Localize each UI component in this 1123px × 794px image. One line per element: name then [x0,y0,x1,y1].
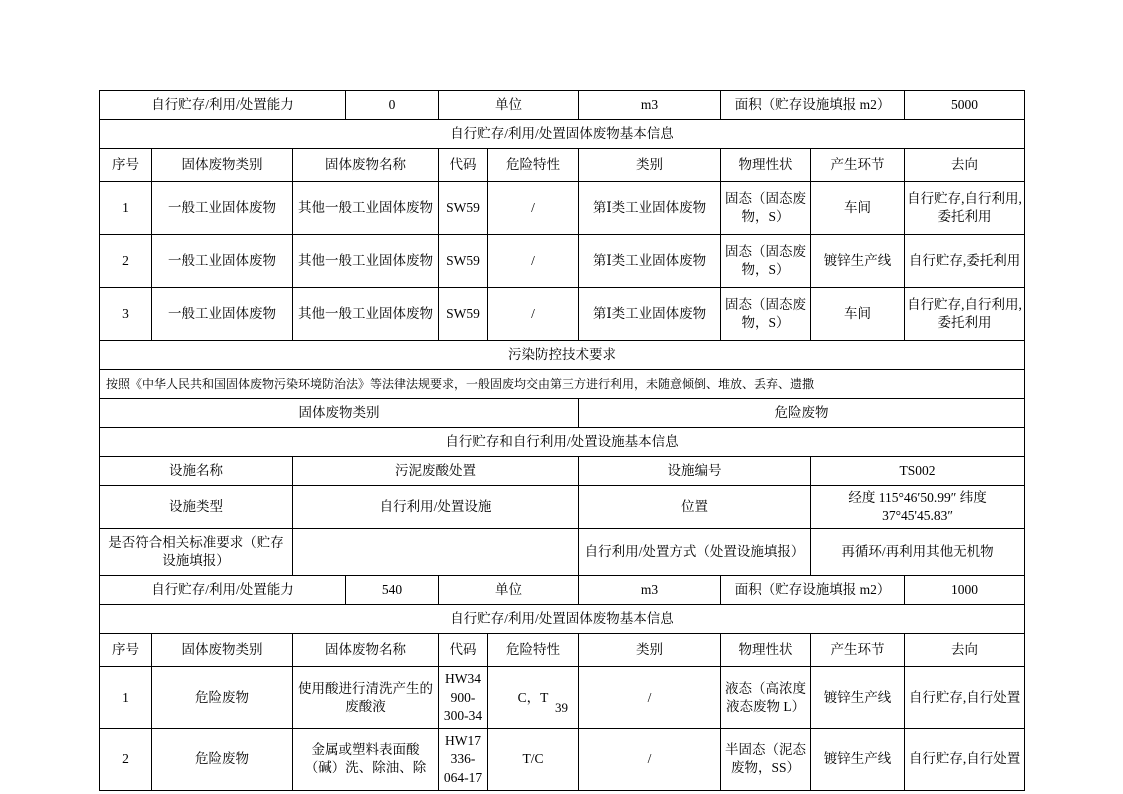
facility-type-row [100,486,1025,529]
location-value: 经度 115°46′50.99″ 纬度 37°45'45.83″ [811,486,1025,529]
cell-source: 镀锌生产线 [811,235,905,288]
cell-category: 危险废物 [152,729,293,791]
th-category-1: 固体废物类别 [152,149,293,182]
solid-waste-facility-table [99,90,1025,791]
tech-title: 污染防控技术要求 [100,341,1025,370]
facility-info-title-row [100,428,1025,457]
th-type-2: 类别 [579,634,721,667]
th-category-2: 固体废物类别 [152,634,293,667]
cell-type: / [579,729,721,791]
cell-source: 镀锌生产线 [811,667,905,729]
waste-type-row [100,399,1025,428]
standard-label: 是否符合相关标准要求（贮存设施填报） [100,529,293,576]
th-source-2: 产生环节 [811,634,905,667]
unit-value-2: m3 [579,576,721,605]
cell-name: 金属或塑料表面酸（碱）洗、除油、除 [293,729,439,791]
facility-code-label: 设施编号 [579,457,811,486]
th-physical-2: 物理性状 [721,634,811,667]
cell-physical: 固态（固态废物，S） [721,288,811,341]
cell-hazard: C，T [488,667,579,729]
cell-category: 一般工业固体废物 [152,182,293,235]
facility-type-label: 设施类型 [100,486,293,529]
table-row [100,235,1025,288]
table-row [100,729,1025,791]
cell-index: 2 [100,235,152,288]
th-name-1: 固体废物名称 [293,149,439,182]
cell-hazard: / [488,182,579,235]
tech-requirement-title-row [100,341,1025,370]
facility-info-title: 自行贮存和自行利用/处置设施基本信息 [100,428,1025,457]
cell-code: HW17 336-064-17 [439,729,488,791]
th-destination-1: 去向 [905,149,1025,182]
unit-label-2: 单位 [439,576,579,605]
cell-name: 其他一般工业固体废物 [293,288,439,341]
facility-name-row [100,457,1025,486]
cell-name: 其他一般工业固体废物 [293,182,439,235]
table-row [100,667,1025,729]
cell-code: SW59 [439,288,488,341]
unit-value-1: m3 [579,91,721,120]
location-label: 位置 [579,486,811,529]
cell-index: 2 [100,729,152,791]
th-type-1: 类别 [579,149,721,182]
tech-requirement-text-row [100,370,1025,399]
cell-index: 1 [100,667,152,729]
facility-name-value: 污泥废酸处置 [293,457,579,486]
cell-index: 3 [100,288,152,341]
cell-destination: 自行贮存,自行利用,委托利用 [905,288,1025,341]
method-value: 再循环/再利用其他无机物 [811,529,1025,576]
facility-type-value: 自行利用/处置设施 [293,486,579,529]
unit-label-1: 单位 [439,91,579,120]
th-index-2: 序号 [100,634,152,667]
area-label-1: 面积（贮存设施填报 m2） [721,91,905,120]
facility-code-value: TS002 [811,457,1025,486]
cell-physical: 固态（固态废物，S） [721,235,811,288]
cell-destination: 自行贮存,自行处置 [905,667,1025,729]
standard-compliance-row [100,529,1025,576]
cell-hazard: / [488,235,579,288]
facility-name-label: 设施名称 [100,457,293,486]
cell-type: 第Ⅰ类工业固体废物 [579,235,721,288]
basic-info-title-1: 自行贮存/利用/处置固体废物基本信息 [100,120,1025,149]
standard-value [293,529,579,576]
area-value-2: 1000 [905,576,1025,605]
table-row [100,288,1025,341]
cell-code: SW59 [439,235,488,288]
area-label-2: 面积（贮存设施填报 m2） [721,576,905,605]
cell-category: 危险废物 [152,667,293,729]
th-code-2: 代码 [439,634,488,667]
capacity-label-2: 自行贮存/利用/处置能力 [100,576,346,605]
waste-type-value: 危险废物 [579,399,1025,428]
cell-destination: 自行贮存,自行利用,委托利用 [905,182,1025,235]
cell-index: 1 [100,182,152,235]
section-two-basic-info-title-row [100,605,1025,634]
section-two-header-row [100,634,1025,667]
cell-source: 车间 [811,182,905,235]
cell-type: / [579,667,721,729]
section-one-basic-info-title-row [100,120,1025,149]
th-destination-2: 去向 [905,634,1025,667]
th-source-1: 产生环节 [811,149,905,182]
cell-destination: 自行贮存,委托利用 [905,235,1025,288]
cell-physical: 固态（固态废物，S） [721,182,811,235]
cell-destination: 自行贮存,自行处置 [905,729,1025,791]
table-row [100,182,1025,235]
cell-type: 第Ⅰ类工业固体废物 [579,288,721,341]
capacity-value-1: 0 [346,91,439,120]
cell-type: 第Ⅰ类工业固体废物 [579,182,721,235]
section-one-header-row [100,149,1025,182]
section-one-capacity-row [100,91,1025,120]
cell-source: 车间 [811,288,905,341]
th-name-2: 固体废物名称 [293,634,439,667]
page-number: 39 [555,700,568,715]
cell-name: 其他一般工业固体废物 [293,235,439,288]
capacity-label-1: 自行贮存/利用/处置能力 [100,91,346,120]
cell-source: 镀锌生产线 [811,729,905,791]
cell-code: SW59 [439,182,488,235]
th-physical-1: 物理性状 [721,149,811,182]
capacity-value-2: 540 [346,576,439,605]
cell-physical: 液态（高浓度液态废物 L） [721,667,811,729]
th-code-1: 代码 [439,149,488,182]
cell-category: 一般工业固体废物 [152,288,293,341]
cell-physical: 半固态（泥态废物，SS） [721,729,811,791]
area-value-1: 5000 [905,91,1025,120]
cell-category: 一般工业固体废物 [152,235,293,288]
cell-code: HW34 900-300-34 [439,667,488,729]
th-index-1: 序号 [100,149,152,182]
cell-hazard: / [488,288,579,341]
cell-hazard: T/C [488,729,579,791]
section-two-capacity-row [100,576,1025,605]
th-hazard-1: 危险特性 [488,149,579,182]
method-label: 自行利用/处置方式（处置设施填报） [579,529,811,576]
basic-info-title-2: 自行贮存/利用/处置固体废物基本信息 [100,605,1025,634]
waste-type-label: 固体废物类别 [100,399,579,428]
tech-text: 按照《中华人民共和国固体废物污染环境防治法》等法律法规要求，一般固废均交由第三方进行利用，未随意倾倒、堆放、丢弃、遗撒 [100,370,1025,399]
cell-name: 使用酸进行清洗产生的废酸液 [293,667,439,729]
th-hazard-2: 危险特性 [488,634,579,667]
